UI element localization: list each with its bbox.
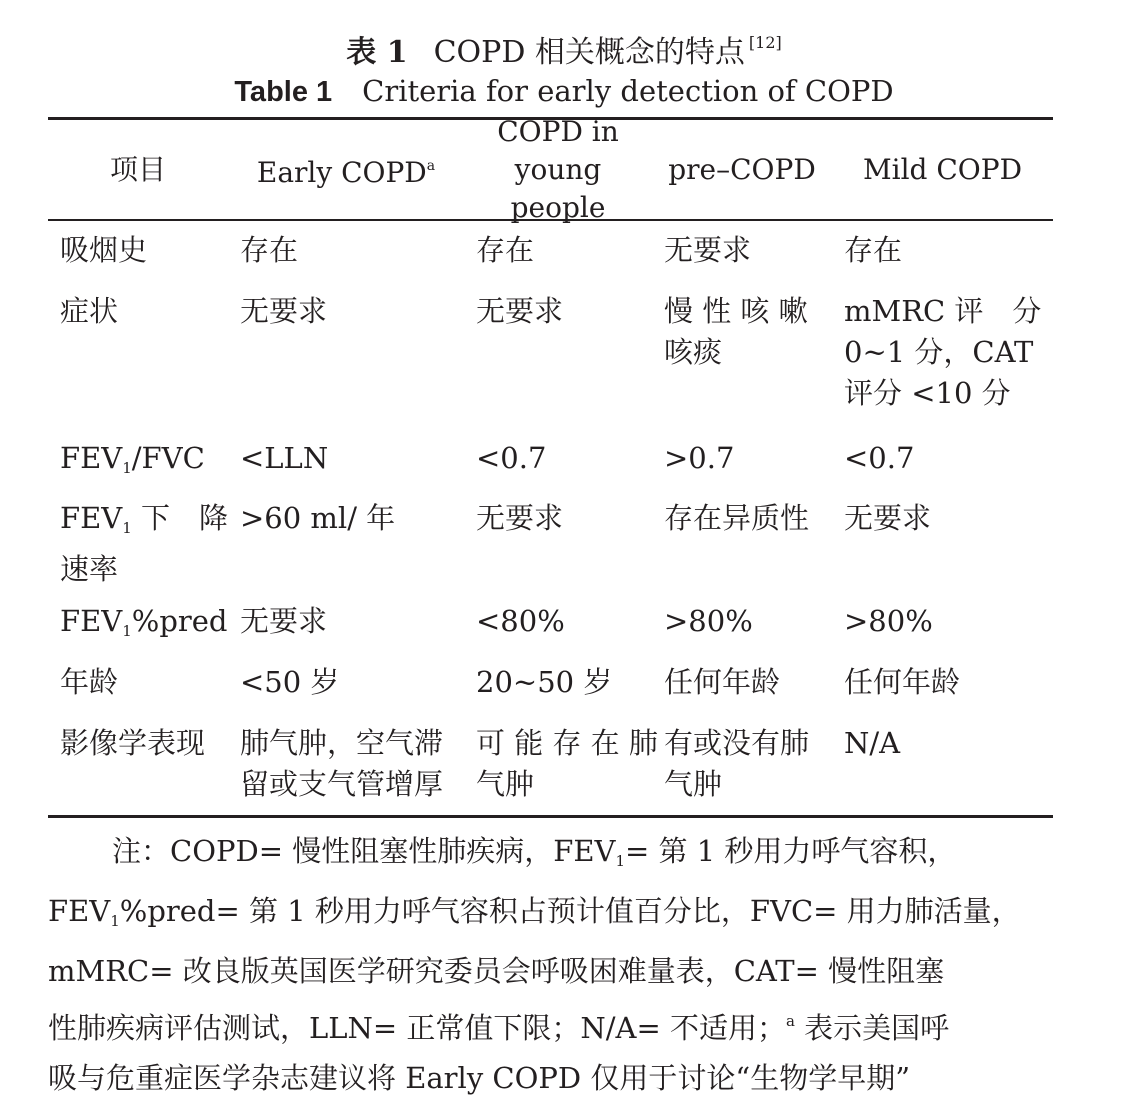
cell-pred-early: 无要求 xyxy=(240,604,328,638)
cell-decline-pre: 存在异质性 xyxy=(664,501,810,535)
cell-pred-young: <80% xyxy=(476,604,565,638)
table-title-en: Criteria for early detection of COPD xyxy=(362,74,894,108)
note-line-4: 性肺疾病评估测试，LLN= 正常值下限；N/A= 不适用；$^a$ 表示美国呼 xyxy=(48,1011,950,1045)
header-item: 项目 xyxy=(109,152,166,186)
row-label-fev1-decline: $FEV_1$ 下 降 速率 xyxy=(60,501,228,586)
cell-symptoms-early: 无要求 xyxy=(240,294,328,328)
cell-ratio-young: <0.7 xyxy=(476,441,547,475)
cell-imaging-early: 肺气肿，空气滞 留或支气管增厚 xyxy=(240,726,444,801)
cell-imaging-young: 可 能 存 在 肺 气肿 xyxy=(476,726,658,801)
cell-symptoms-mild: mMRC 评 分 0~1 分，CAT 评分 <10 分 xyxy=(844,294,1042,410)
header-early-copd: Early COPD$^a$ xyxy=(256,156,436,189)
reference-marker: [12] xyxy=(748,33,782,52)
cell-ratio-pre: >0.7 xyxy=(664,441,735,475)
cell-ratio-mild: <0.7 xyxy=(844,441,915,475)
note-line-1: 注：COPD= 慢性阻塞性肺疾病，$FEV_1=$ 第 1 秒用力呼气容积， xyxy=(112,834,957,870)
table-label-cn: 表 1 xyxy=(346,35,408,70)
row-label-smoking: 吸烟史 xyxy=(60,233,148,267)
row-label-symptoms: 症状 xyxy=(60,294,119,328)
row-label-imaging: 影像学表现 xyxy=(60,726,206,760)
cell-pred-pre: >80% xyxy=(664,604,753,638)
table-title-cn: COPD 相关概念的特点 xyxy=(433,35,745,70)
cell-age-pre: 任何年龄 xyxy=(664,665,781,699)
cell-imaging-mild: N/A xyxy=(844,726,901,760)
cell-decline-young: 无要求 xyxy=(476,501,564,535)
cell-age-early: <50 岁 xyxy=(240,665,340,699)
cell-decline-mild: 无要求 xyxy=(844,501,932,535)
cell-pred-mild: >80% xyxy=(844,604,933,638)
note-line-3: mMRC= 改良版英国医学研究委员会呼吸困难量表，CAT= 慢性阻塞 xyxy=(48,954,945,988)
table-notes xyxy=(48,826,1056,1103)
cell-ratio-early: <LLN xyxy=(240,441,329,475)
table-label-en: Table 1 xyxy=(234,76,333,108)
header-copd-young: COPD in young people xyxy=(497,114,619,224)
header-pre-copd: pre–COPD xyxy=(668,152,816,186)
cell-imaging-pre: 有或没有肺 气肿 xyxy=(664,726,810,801)
caption-chinese xyxy=(0,22,1128,74)
note-line-5: 吸与危重症医学杂志建议将 Early COPD 仅用于讨论“生物学早期” xyxy=(48,1061,911,1095)
row-label-fev1-fvc: $FEV_1$/FVC xyxy=(60,441,205,477)
cell-smoking-mild: 存在 xyxy=(844,233,903,267)
cell-age-mild: 任何年龄 xyxy=(844,665,961,699)
footnote-marker-a: a xyxy=(426,158,436,174)
cell-symptoms-pre: 慢 性 咳 嗽 咳痰 xyxy=(664,294,808,369)
row-label-fev1-pred: $FEV_1\%pred$ xyxy=(60,604,228,640)
cell-smoking-pre: 无要求 xyxy=(664,233,752,267)
cell-symptoms-young: 无要求 xyxy=(476,294,564,328)
cell-smoking-young: 存在 xyxy=(476,233,535,267)
cell-decline-early: >60 ml/ 年 xyxy=(240,501,396,535)
cell-age-young: 20~50 岁 xyxy=(476,665,613,699)
row-label-age: 年龄 xyxy=(60,665,119,699)
caption-english xyxy=(0,70,1128,113)
table-bottom-rule xyxy=(48,815,1053,818)
note-line-2: $FEV_1\%pred=$ 第 1 秒用力呼气容积占预计值百分比，FVC= 用力肺活量， xyxy=(48,894,1021,930)
header-mild-copd: Mild COPD xyxy=(862,152,1023,186)
cell-smoking-early: 存在 xyxy=(240,233,299,267)
